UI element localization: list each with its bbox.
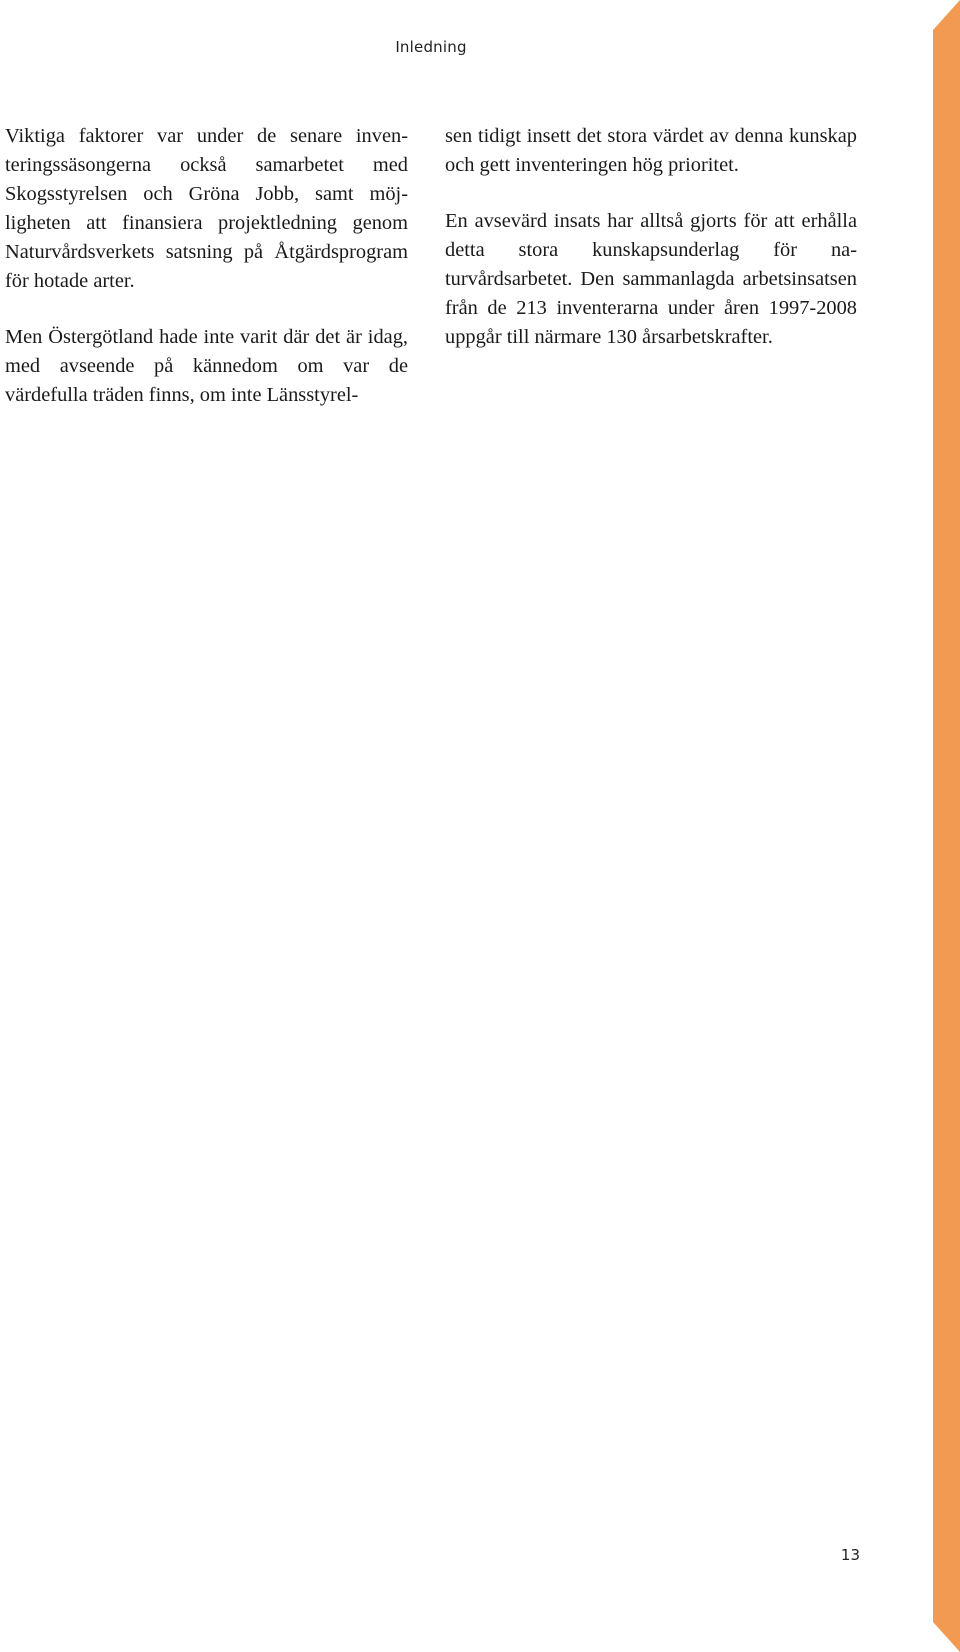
paragraph: sen tidigt insett det stora värdet av denna kunskap och gett inventeringen hög prioritet. <box>445 125 857 176</box>
text-column-left <box>5 122 408 437</box>
paragraph: En avsevärd insats har alltså gjorts för att erhålla detta stora kunskapsunderlag för naturvårdsarbetet. Den sammanlagda arbetsinsatsen från de 213 inventerarna under åren 1997-2008 uppgår till närmare 130 årsarbetskrafter. <box>445 210 857 348</box>
text-column-right <box>445 122 857 379</box>
running-header: Inledning <box>395 38 467 56</box>
page-number: 13 <box>840 1546 860 1564</box>
edge-band-shape <box>933 0 960 1652</box>
paragraph: Viktiga faktorer var under de senare inventeringssäsongerna också samarbetet med Skogsstyrelsen och Gröna Jobb, samt möjligheten att finansiera projektledning genom Naturvårdsverkets satsning på Åtgärdsprogram för hotade arter. <box>5 125 408 292</box>
paragraph: Men Östergötland hade inte varit där det är idag, med avseende på kännedom om var de värdefulla träden finns, om inte Länsstyrel- <box>5 326 408 406</box>
